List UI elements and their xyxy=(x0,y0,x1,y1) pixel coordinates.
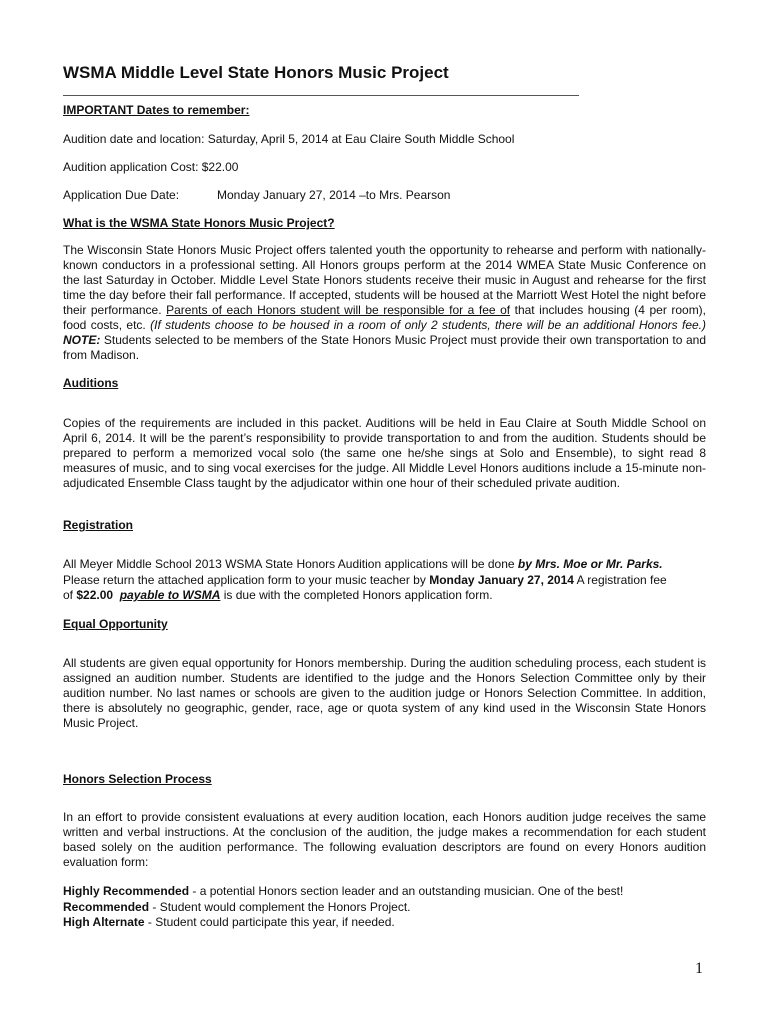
auditions-paragraph: Copies of the requirements are included in this packet. Auditions will be held in Eau Claire at South Middle School on April 6, 2014. It will be the parent’s responsibility to provide transportation to and from the audition. Students should be prepared to perform a memorized vocal solo (the same one he/she sings at Solo and Ensemble), to sight read 8 measures of music, and to sing vocal exercises for the judge. All Middle Level Honors auditions include a 15-minute non-adjudicated Ensemble Class taught by the adjudicator within one hour of their scheduled private audition. xyxy=(63,416,706,490)
what-text-3: Students selected to be members of the State Honors Music Project must provide their own transportation to and from Madison. xyxy=(63,333,706,362)
descriptor-desc: - Student would complement the Honors Project. xyxy=(149,900,411,914)
audition-date-line: Audition date and location: Saturday, April 5, 2014 at Eau Claire South Middle School xyxy=(63,132,515,146)
equal-paragraph: All students are given equal opportunity for Honors membership. During the audition scheduling process, each student is assigned an audition number. Students are identified to the judge and the Honors Selection Committee only by their audition number. No last names or schools are given to the audition judge or Honors Selection Committee. In addition, there is absolutely no geographic, gender, race, age or quota system of any kind used in the Wisconsin State Honors Music Project. xyxy=(63,656,706,730)
registration-heading-text: Registration xyxy=(63,518,134,532)
room-note-text: (If students choose to be housed in a room of only 2 students, there will be an additional Honors fee.) xyxy=(150,318,707,332)
registration-fee: $22.00 xyxy=(76,588,114,602)
registration-text-2a: Please return the attached application form to your music teacher by xyxy=(63,573,430,587)
descriptor-term: High Alternate xyxy=(63,915,145,929)
descriptor-desc: - a potential Honors section leader and an outstanding musician. One of the best! xyxy=(189,884,624,898)
registration-text-3d: is due with the completed Honors application form. xyxy=(220,588,493,602)
registration-text-1a: All Meyer Middle School 2013 WSMA State Honors Audition applications will be done xyxy=(63,557,518,571)
descriptor-desc: - Student could participate this year, if needed. xyxy=(144,915,395,929)
descriptor-term: Highly Recommended xyxy=(63,884,190,898)
what-text-1: The Wisconsin State Honors Music Project offers talented youth the opportunity to rehearse and perform with nationally-known conductors in a professional setting. All Honors groups perform at the 2014 WMEA State Music Conference on the last Saturday in October. Middle Level State Honors students receive their music in August and rehearse for the first time the day before their fall performance. If accepted, students will be housed at the Marriott West Hotel the night before their performance. xyxy=(63,243,706,317)
auditions-heading-text: Auditions xyxy=(63,376,119,390)
selection-paragraph: In an effort to provide consistent evaluations at every audition location, each Honors audition judge receives the same written and verbal instructions. At the conclusion of the audition, the judge makes a recommendation for each student based solely on the audition performance. The following evaluation descriptors are found on every Honors audition evaluation form: xyxy=(63,810,706,869)
selection-heading xyxy=(63,772,706,787)
page-title: WSMA Middle Level State Honors Music Project xyxy=(63,63,449,82)
equal-heading-text: Equal Opportunity xyxy=(63,617,168,631)
equal-heading xyxy=(63,617,706,632)
auditions-heading xyxy=(63,376,706,391)
what-paragraph xyxy=(63,243,706,363)
what-heading-text: What is the WSMA State Honors Music Project? xyxy=(63,216,335,230)
due-date-label: Application Due Date: xyxy=(63,188,180,202)
registration-line-2 xyxy=(63,573,706,588)
payable-to-text: payable to WSMA xyxy=(119,588,221,602)
page-number: 1 xyxy=(695,960,703,977)
list-item xyxy=(63,915,706,930)
what-heading xyxy=(63,216,706,231)
due-date-value: Monday January 27, 2014 –to Mrs. Pearson xyxy=(217,188,451,202)
note-label: NOTE: xyxy=(63,333,101,347)
due-date-line xyxy=(63,188,706,203)
registration-line-3 xyxy=(63,588,706,603)
registration-line-1 xyxy=(63,557,706,572)
registration-due-date: Monday January 27, 2014 xyxy=(429,573,574,587)
parents-fee-text: Parents of each Honors student will be responsible for a fee of xyxy=(166,303,511,317)
descriptor-term: Recommended xyxy=(63,900,150,914)
title-divider xyxy=(63,95,579,96)
cost-line: Audition application Cost: $22.00 xyxy=(63,160,239,174)
important-heading xyxy=(63,103,706,118)
what-text-2: that includes housing (4 per room), food costs, etc. xyxy=(63,303,707,332)
registration-text-3a: of xyxy=(63,588,77,602)
registration-teachers: by Mrs. Moe or Mr. Parks. xyxy=(517,557,663,571)
important-heading-text: IMPORTANT Dates to remember: xyxy=(63,103,250,117)
registration-heading xyxy=(63,518,706,533)
selection-heading-text: Honors Selection Process xyxy=(63,772,212,786)
list-item xyxy=(63,900,706,915)
list-item xyxy=(63,884,706,899)
registration-text-2c: A registration fee xyxy=(573,573,667,587)
